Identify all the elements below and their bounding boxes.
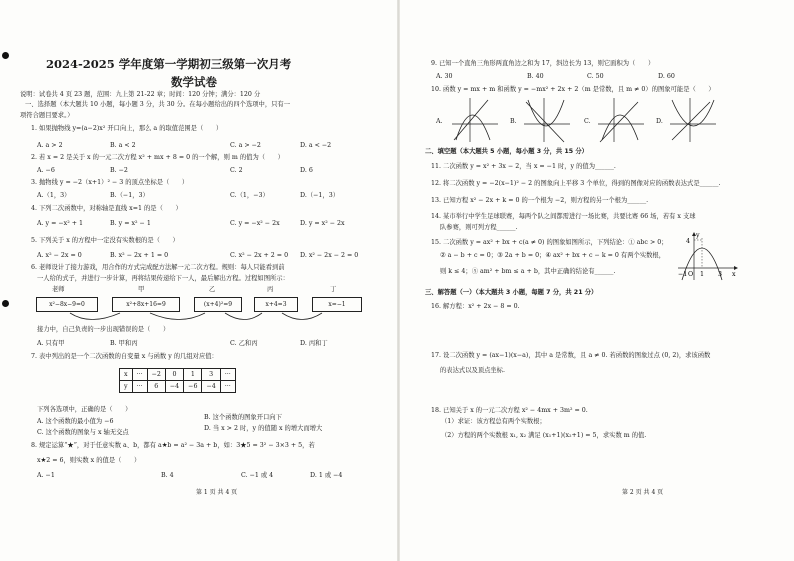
table-cell: ··· (220, 369, 235, 381)
table-cell: −2 (147, 369, 165, 381)
q9-option-a: A. 30 (436, 73, 453, 80)
question-2: 2. 若 x = 2 是关于 x 的一元二次方程 x² + mx + 8 = 0 的一个解，则 m 的值为（ ） (31, 154, 284, 161)
q6-option-a: A. 只有甲 (37, 340, 65, 347)
section-3-heading: 三、解答题（一）（本大题共 3 小题，每题 7 分，共 21 分） (425, 289, 598, 296)
q8-option-b: B. 4 (161, 472, 174, 479)
section-1-heading: 一、选择题（本大题共 10 小题，每小题 3 分，共 30 分。在每小题给出的四个选项中，只有一 (25, 101, 291, 108)
q10-graph-a (448, 96, 500, 144)
q10-graph-d (666, 96, 718, 144)
q3-option-b: B.（−1，3） (110, 192, 149, 199)
question-1: 1. 如果抛物线 y=(a−2)x² 开口向上，那么 a 的取值范围是（ ） (31, 125, 223, 132)
question-8-line1: 8. 规定运算“★”，对于任意实数 a、b，都有 a★b = a² − 3a + b，如：3★5 = 3² − 3×3 + 5，若 (31, 442, 315, 449)
section-1-heading-cont: 项符合题目要求。） (20, 112, 74, 119)
q6-question: 接力中，自己负责的一步出现错误的是（ ） (37, 326, 170, 333)
q10-option-d-label: D. (656, 118, 663, 125)
q7-option-c: C. 这个函数的图象与 x 轴无交点 (37, 429, 129, 436)
q6-option-b: B. 甲和丙 (110, 340, 138, 347)
relay-step-box: x²−8x−9=0 (36, 297, 98, 312)
q7-option-a: A. 这个函数的最小值为 −6 (37, 418, 114, 425)
q3-option-a: A.（1，3） (37, 192, 71, 199)
q7-question: 下列各选项中，正确的是（ ） (37, 406, 132, 413)
q5-option-d: D. x² − 2x − 2 = 0 (300, 252, 359, 259)
relay-person-jia: 甲 (138, 286, 145, 293)
relay-step-box: (x+4)²=9 (194, 297, 242, 312)
question-15-line2: ② a − b + c = 0；③ 2a + b = 0；④ ax² + bx + c − k = 0 有两个实数根， (440, 252, 666, 259)
q1-option-a: A. a > 2 (37, 142, 63, 149)
q15-parabola-graph (678, 232, 738, 282)
relay-step-box: x+4=3 (254, 297, 298, 312)
relay-person-yi: 乙 (209, 286, 216, 293)
q2-option-d: D. 6 (300, 167, 313, 174)
q5-option-b: B. x² − 2x + 1 = 0 (110, 252, 169, 259)
table-cell: −4 (165, 381, 183, 393)
exam-subtitle: 数学试卷 (171, 75, 217, 89)
q10-graph-b (520, 96, 572, 144)
question-4: 4. 下列二次函数中，对称轴是直线 x=1 的是（ ） (31, 205, 182, 212)
exam-notes: 说明：试卷共 4 页 23 题，范围：九上第 21-22 章；时间：120 分钟；满分：120 分 (20, 91, 261, 98)
question-16: 16. 解方程：x² + 2x − 8 = 0. (431, 303, 520, 310)
relay-person-ding: 丁 (330, 286, 337, 293)
q4-option-a: A. y = −x² + 1 (37, 220, 84, 227)
question-8-line2: x★2 = 6，则实数 x 的值是（ ） (37, 457, 141, 464)
table-cell: ··· (132, 369, 147, 381)
q4-option-c: C. y = −x² − 2x (230, 220, 280, 227)
q15-tick-label-4: 4 (686, 238, 691, 245)
page-footer: 第 1 页 共 4 页 (196, 489, 238, 496)
q10-option-a-label: A. (436, 118, 443, 125)
exam-title: 2024-2025 学年度第一学期初三级第一次月考 (46, 57, 292, 71)
question-5: 5. 下列关于 x 的方程中一定没有实数根的是（ ） (31, 237, 179, 244)
relay-step-box: x²+8x+16=9 (112, 297, 180, 312)
q1-option-b: B. a < 2 (110, 142, 136, 149)
table-cell: x (120, 369, 133, 381)
table-cell: 3 (202, 369, 220, 381)
binder-hole (2, 52, 9, 59)
table-row-y (120, 381, 236, 393)
q7-option-d: D. 当 x > 2 时，y 的值随 x 的增大而增大 (204, 425, 323, 432)
table-cell: ··· (220, 381, 235, 393)
q2-option-a: A. −6 (37, 167, 55, 174)
question-15-line1: 15. 二次函数 y = ax² + bx + c(a ≠ 0) 的图象如图所示，下列结论：① abc > 0； (431, 239, 668, 246)
q5-option-a: A. x² − 2x = 0 (37, 252, 82, 259)
table-cell: ··· (132, 381, 147, 393)
q15-axis-label-y: y (696, 232, 700, 239)
question-12: 12. 将二次函数 y = −2(x−1)² − 2 的图象向上平移 3 个单位，得到的图像对应的函数表达式是______. (431, 180, 721, 187)
section-2-heading: 二、填空题（本大题共 5 小题，每小题 3 分，共 15 分） (425, 148, 588, 155)
q10-option-c-label: C. (584, 118, 591, 125)
q8-option-c: C. −1 或 4 (241, 472, 274, 479)
binder-hole (2, 300, 9, 307)
q4-option-b: B. y = x² − 1 (110, 220, 151, 227)
question-3: 3. 抛物线 y = −2（x+1）² − 3 的顶点坐标是（ ） (31, 179, 189, 186)
q4-option-d: D. y = x² − 2x (300, 220, 345, 227)
q6-option-c: C. 乙和丙 (230, 340, 258, 347)
question-6-line1: 6. 老师设计了接力游戏，用合作的方式完成配方法解一元二次方程。规则：每人只能看到前 (31, 264, 285, 271)
q7-option-b: B. 这个函数的图象开口向下 (204, 414, 282, 421)
page-2 (400, 0, 794, 561)
q3-option-d: D.（−1，3） (300, 192, 340, 199)
relay-step-box: x=−1 (312, 297, 362, 312)
question-11: 11. 二次函数 y = x² + 3x − 2，当 x = −1 时，y 的值为______. (431, 163, 616, 170)
table-row-x (120, 369, 236, 381)
q15-tick-label-3: 3 (718, 271, 723, 278)
relay-person-bing: 丙 (267, 286, 274, 293)
q9-option-c: C. 50 (587, 73, 604, 80)
question-18: 18. 已知关于 x 的一元二次方程 x² − 4mx + 3m² = 0. (431, 407, 588, 414)
q15-tick-label-1: 1 (700, 271, 705, 278)
question-13: 13. 已知方程 x² − 2x + k = 0 的一个根为 −2，则方程的另一个根为______. (431, 197, 649, 204)
table-cell: 6 (147, 381, 165, 393)
q2-option-c: C. 2 (230, 167, 243, 174)
q3-option-c: C.（1，−3） (230, 192, 269, 199)
q1-option-d: D. a < −2 (300, 142, 332, 149)
table-cell: 1 (184, 369, 202, 381)
table-cell: −6 (184, 381, 202, 393)
question-17-line2: 的表达式以及顶点坐标. (440, 367, 505, 374)
q9-option-b: B. 40 (527, 73, 544, 80)
q15-tick-label-neg1: −1 (678, 271, 688, 278)
question-10: 10. 函数 y = mx + m 和函数 y = −mx² + 2x + 2（m 是常数，且 m ≠ 0）的图象可能是（ ） (431, 86, 715, 93)
q10-graph-c (594, 96, 646, 144)
question-6-line2: 一人给的式子，并进行一步计算，再将结果传递给下一人，最后解出方程。过程如图所示： (37, 275, 289, 282)
question-7: 7. 表中列出的是一个二次函数的自变量 x 与函数 y 的几组对应值： (31, 353, 218, 360)
q15-origin-label: O (688, 271, 694, 278)
q1-option-c: C. a > −2 (230, 142, 261, 149)
q10-option-b-label: B. (510, 118, 517, 125)
table-cell: 0 (165, 369, 183, 381)
relay-person-teacher: 老师 (52, 286, 65, 293)
question-9: 9. 已知一个直角三角形两直角边之和为 17，斜边长为 13，则它面积为（ ） (431, 60, 655, 67)
question-14-line2: 队参赛，则可列方程______. (440, 224, 518, 231)
question-15-line3: 则 k ≤ 4；⑤ am² + bm ≤ a + b，其中正确的结论有______. (440, 268, 616, 275)
table-cell: y (120, 381, 133, 393)
value-table (119, 368, 236, 393)
q8-option-d: D. 1 或 −4 (310, 472, 343, 479)
q2-option-b: B. −2 (110, 167, 128, 174)
question-18-part2: （2）方程的两个实数根 x₁, x₂ 满足 (x₁+1)(x₂+1) = 5，求实数 m 的值. (441, 432, 647, 439)
table-cell: −4 (202, 381, 220, 393)
q5-option-c: C. x² − 2x + 2 = 0 (230, 252, 289, 259)
q9-option-d: D. 60 (658, 73, 675, 80)
q15-axis-label-x: x (732, 271, 736, 278)
q6-option-d: D. 丙和丁 (300, 340, 328, 347)
q8-option-a: A. −1 (37, 472, 55, 479)
page-footer: 第 2 页 共 4 页 (622, 489, 664, 496)
question-17-line1: 17. 设二次函数 y = (ax−1)(x−a)，其中 a 是常数，且 a ≠ 0. 若函数的图象过点 (0, 2)，求该函数 (431, 352, 711, 359)
question-18-part1: （1）求证：该方程总有两个实数根； (441, 418, 546, 425)
question-14-line1: 14. 某市举行中学生足球联赛，每两个队之间都需进行一场比赛，共要比赛 66 场，若有 x 支球 (431, 213, 696, 220)
